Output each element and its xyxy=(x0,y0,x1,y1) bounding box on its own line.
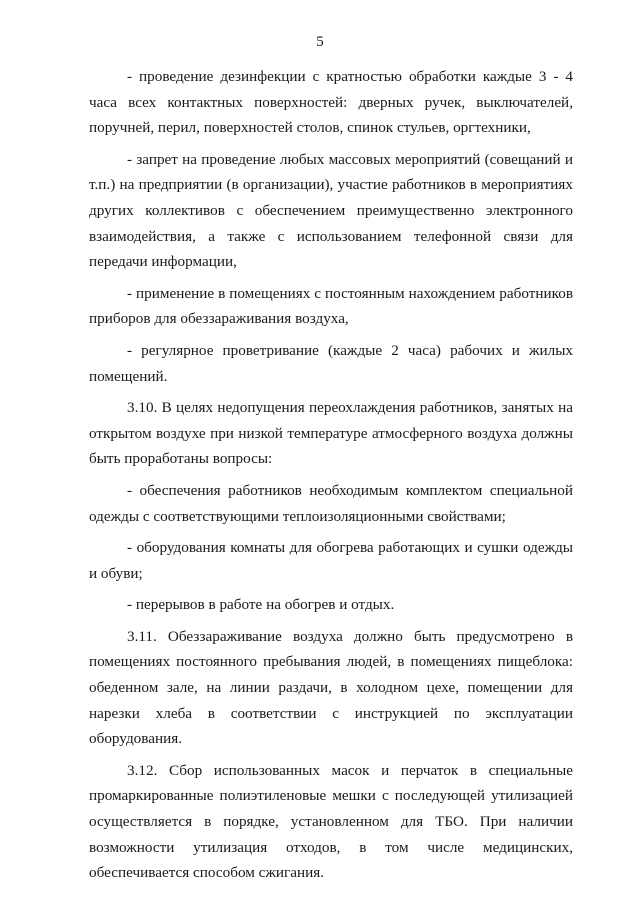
paragraph-3-10: 3.10. В целях недопущения переохлаждения работников, занятых на открытом воздухе при низкой температуре атмосферного воздуха должны быть проработаны вопросы: xyxy=(89,399,573,468)
paragraph-disinfection: - проведение дезинфекции с кратностью обработки каждые 3 - 4 часа всех контактных поверхностей: дверных ручек, выключателей, поручней, перил, поверхностей столов, спинок стульев, оргтехники, xyxy=(89,68,573,137)
document-body xyxy=(89,64,573,886)
paragraph-heating-room: - оборудования комнаты для обогрева работающих и сушки одежды и обуви; xyxy=(89,539,573,582)
paragraph-air-disinfection-devices: - применение в помещениях с постоянным нахождением работников приборов для обеззараживания воздуха, xyxy=(89,284,573,328)
paragraph-3-12: 3.12. Сбор использованных масок и перчаток в специальные промаркированные полиэтиленовые мешки с последующей утилизацией осуществляется в порядке, установленном для ТБО. При наличии возможности утилизация отходов, в том числе медицинских, обеспечивается способом сжигания. xyxy=(89,761,573,882)
page-number: 5 xyxy=(316,34,324,50)
paragraph-work-breaks: - перерывов в работе на обогрев и отдых. xyxy=(127,596,395,614)
paragraph-3-11: 3.11. Обеззараживание воздуха должно быть предусмотрено в помещениях постоянного пребывания людей, в помещениях пищеблока: обеденном зале, на линии раздачи, в холодном цехе, помещении для нарезки хлеба в соответствии с инструкцией по эксплуатации оборудования. xyxy=(89,627,573,748)
paragraph-special-clothing: - обеспечения работников необходимым комплектом специальной одежды с соответствующими теплоизоляционными свойствами; xyxy=(89,481,573,525)
paragraph-mass-events-ban: - запрет на проведение любых массовых мероприятий (совещаний и т.п.) на предприятии (в организации), участие работников в мероприятиях других коллективов с обеспечением преимущественно электронного взаимодействия, а также с использованием телефонной связи для передачи информации, xyxy=(89,150,573,271)
paragraph-ventilation: - регулярное проветривание (каждые 2 часа) рабочих и жилых помещений. xyxy=(89,341,573,385)
